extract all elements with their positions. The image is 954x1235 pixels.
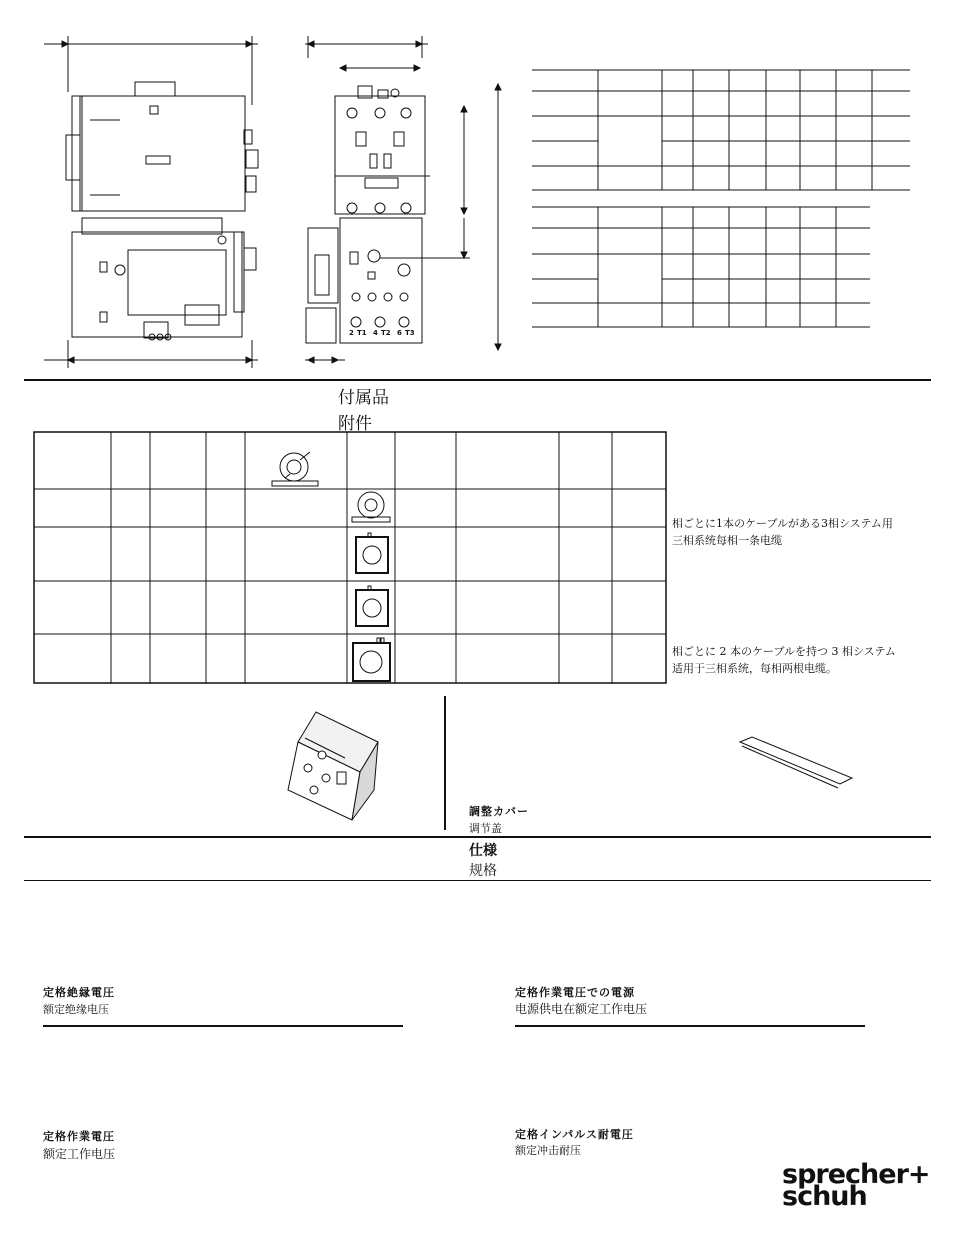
spec-operating-voltage-jp: 定格作業電圧 xyxy=(43,1130,115,1143)
terminal-label: 6 xyxy=(397,329,402,337)
terminal-label: T3 xyxy=(405,329,415,337)
spec-divider xyxy=(515,1025,865,1027)
spec-impulse-voltage-jp: 定格インパルス耐電圧 xyxy=(515,1128,634,1141)
spec-divider xyxy=(43,1025,403,1027)
spec-insulation-voltage-jp: 定格絶縁電圧 xyxy=(43,986,115,999)
section-divider xyxy=(24,880,931,881)
remote-display-box-icon xyxy=(288,712,378,820)
section-divider xyxy=(24,836,931,838)
adjustment-cover-label-cn: 调节盖 xyxy=(469,822,502,835)
spec-insulation-voltage-cn: 额定绝缘电压 xyxy=(43,1003,109,1016)
specifications-title-cn: 规格 xyxy=(469,863,497,879)
adjustment-cover-label-jp: 調整カバー xyxy=(469,805,529,818)
accessories-title-cn: 附件 xyxy=(338,414,372,434)
accessories-title-jp: 付属品 xyxy=(338,388,389,408)
spec-impulse-voltage-cn: 额定冲击耐压 xyxy=(515,1144,581,1157)
terminal-label: T2 xyxy=(381,329,391,337)
terminal-label: 4 xyxy=(373,329,378,337)
spec-supply-voltage-cn: 电源供电在额定工作电压 xyxy=(515,1002,648,1016)
sprecher-schuh-logo: sprecher+ schuh xyxy=(782,1159,930,1212)
single-cable-note: 相ごとに1本のケーブルがある3相システム用 三相系统每相一条电缆 xyxy=(672,517,893,547)
double-cable-note: 相ごとに 2 本のケーブルを持つ 3 相システム 适用于三相系统，每相两根电缆。 xyxy=(672,645,896,675)
spec-supply-voltage-jp: 定格作業電圧での電源 xyxy=(515,986,635,999)
terminal-label: T1 xyxy=(357,329,367,337)
specifications-title-jp: 仕様 xyxy=(469,843,497,859)
spec-operating-voltage-cn: 额定工作电压 xyxy=(43,1147,116,1161)
adjustment-cover-icon xyxy=(740,737,852,788)
terminal-label: 2 xyxy=(349,329,354,337)
